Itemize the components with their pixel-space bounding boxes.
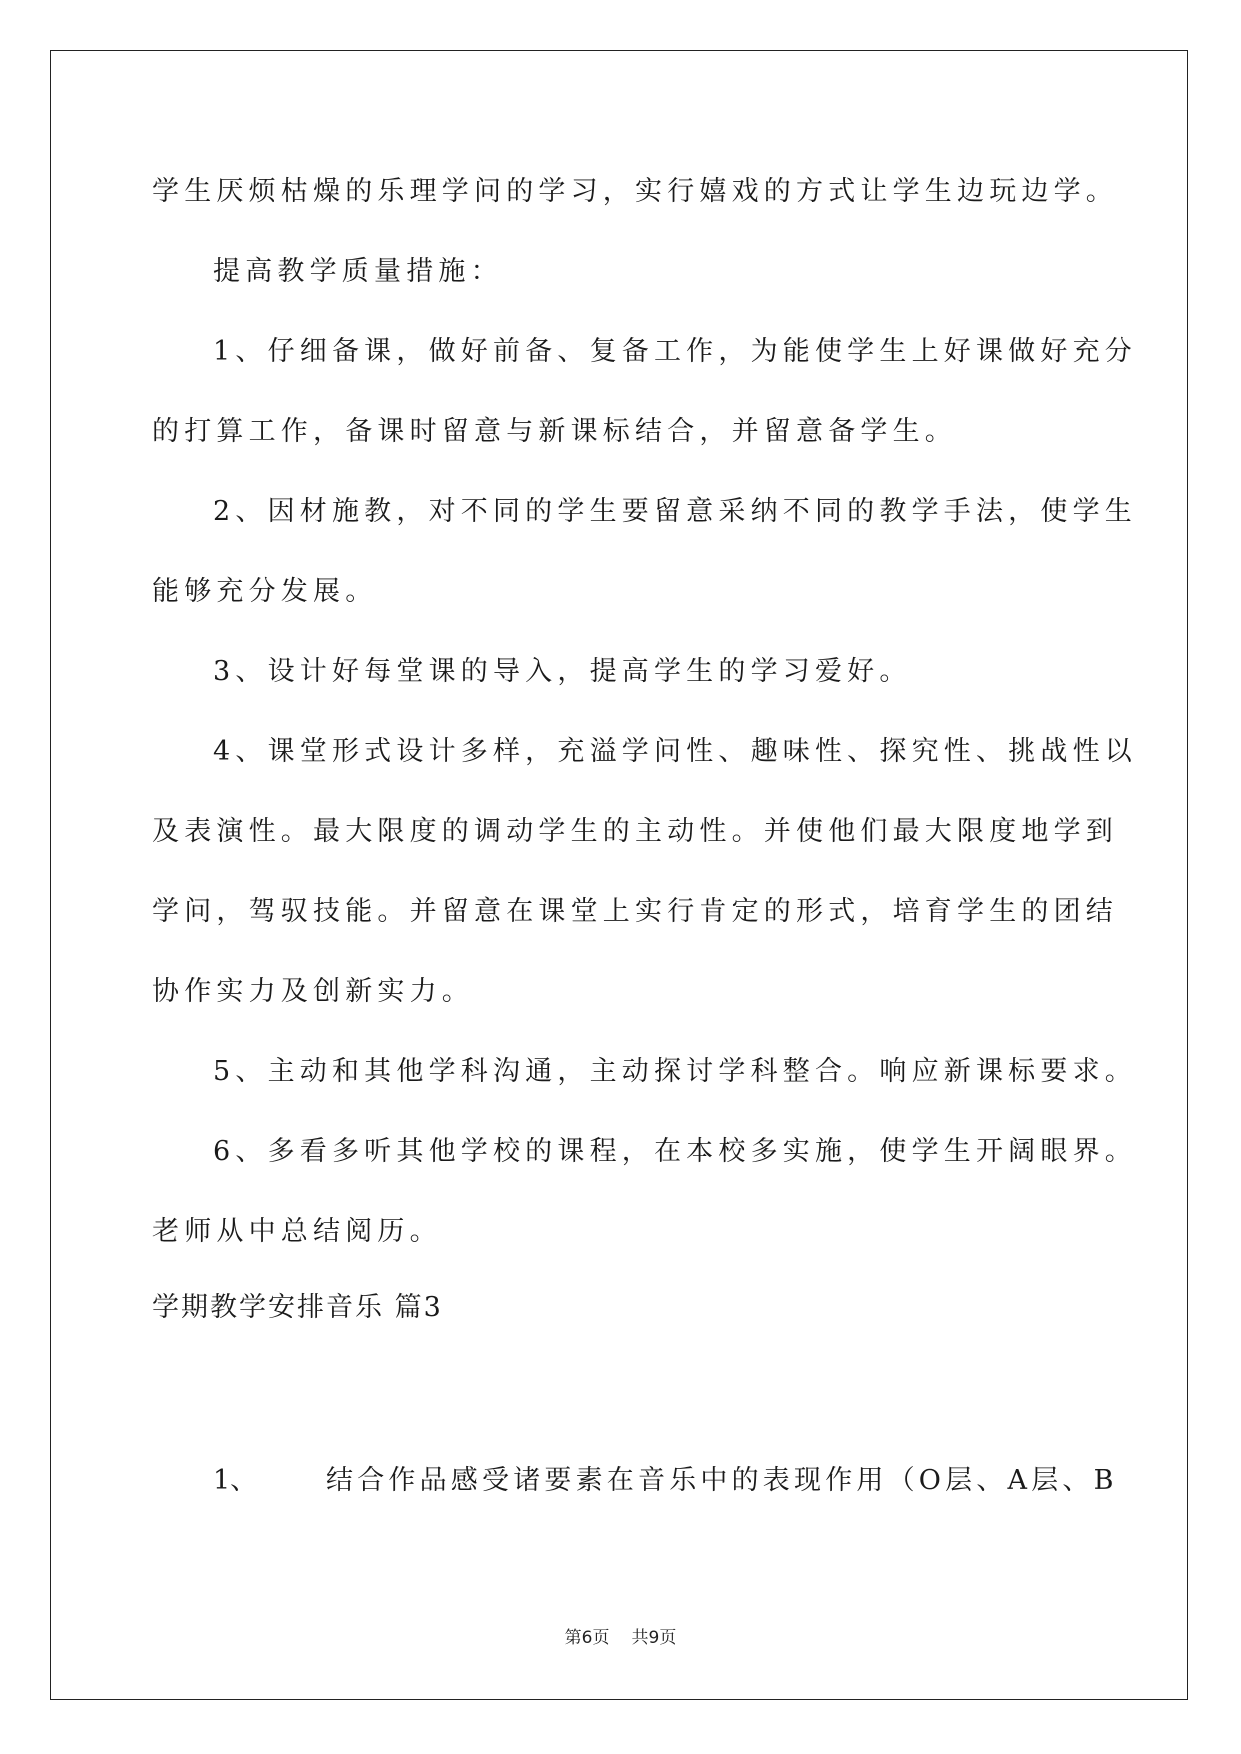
page-number: 第6页 (564, 1628, 610, 1648)
paragraph-line: 2、因材施教，对不同的学生要留意采纳不同的教学手法，使学生 (213, 496, 1137, 527)
paragraph-line: 学问，驾驭技能。并留意在课堂上实行肯定的形式，培育学生的团结 (152, 896, 1118, 927)
paragraph-line: 的打算工作，备课时留意与新课标结合，并留意备学生。 (152, 416, 957, 447)
paragraph-line: 5、主动和其他学科沟通，主动探讨学科整合。响应新课标要求。 (213, 1056, 1137, 1087)
paragraph-line: 协作实力及创新实力。 (152, 976, 474, 1007)
paragraph-line: 3、设计好每堂课的导入，提高学生的学习爱好。 (213, 656, 912, 687)
paragraph-line: 学生厌烦枯燥的乐理学问的学习，实行嬉戏的方式让学生边玩边学。 (152, 176, 1118, 207)
paragraph-line: 1、仔细备课，做好前备、复备工作，为能使学生上好课做好充分 (213, 336, 1137, 367)
paragraph-line: 及表演性。最大限度的调动学生的主动性。并使他们最大限度地学到 (152, 816, 1118, 847)
paragraph-line: 老师从中总结阅历。 (152, 1216, 442, 1247)
paragraph-line: 提高教学质量措施： (213, 256, 503, 287)
page-footer (0, 1623, 1241, 1648)
list-item-number: 1、 (213, 1465, 258, 1496)
page-border (50, 50, 1188, 1700)
page-total: 共9页 (631, 1628, 677, 1648)
paragraph-line: 4、课堂形式设计多样，充溢学问性、趣味性、探究性、挑战性以 (213, 736, 1137, 767)
paragraph-line: 能够充分发展。 (152, 576, 378, 607)
list-item-text: 结合作品感受诸要素在音乐中的表现作用（O层、A层、B (326, 1465, 1118, 1496)
paragraph-line: 6、多看多听其他学校的课程，在本校多实施，使学生开阔眼界。 (213, 1136, 1137, 1167)
section-heading: 学期教学安排音乐 篇3 (152, 1292, 443, 1323)
